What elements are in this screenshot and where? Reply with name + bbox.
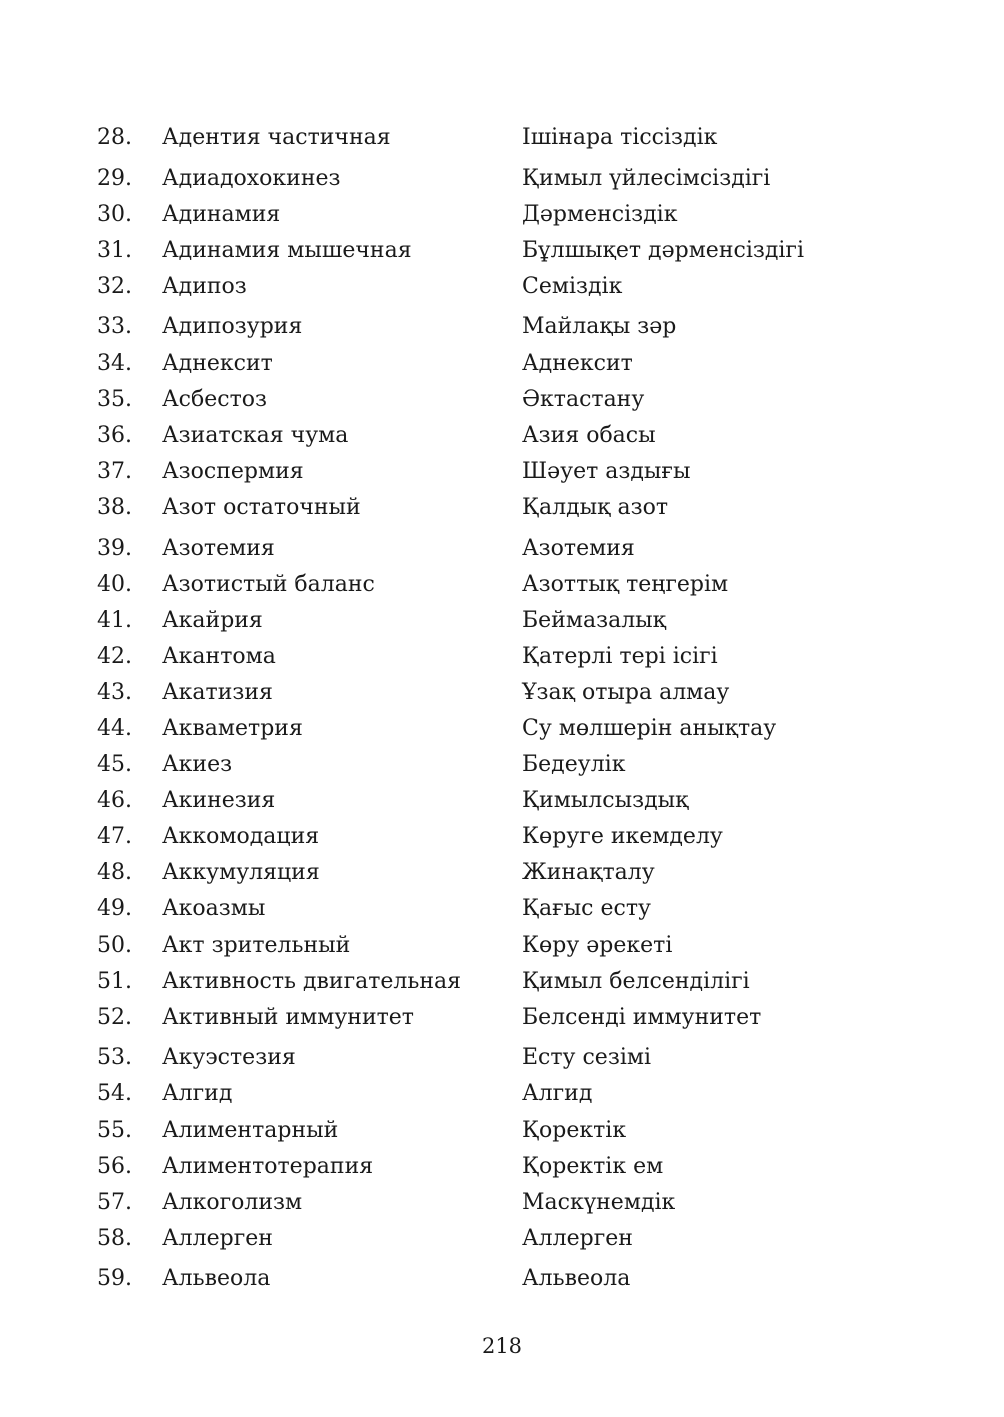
term-entry <box>0 1113 1004 1149</box>
term-entry <box>0 490 1004 526</box>
term-entry <box>0 531 1004 567</box>
term-entry <box>0 711 1004 747</box>
kazakh-term: Азоттық теңгерім <box>522 571 729 597</box>
russian-term: Аднексит <box>162 350 273 376</box>
term-entry <box>0 269 1004 305</box>
entry-number: 46. <box>97 788 132 814</box>
entry-number: 29. <box>97 165 132 191</box>
term-entry <box>0 964 1004 1000</box>
russian-term: Алиментарный <box>162 1117 339 1143</box>
term-entry <box>0 1221 1004 1257</box>
kazakh-term: Әктастану <box>522 386 645 412</box>
term-entry <box>0 567 1004 603</box>
kazakh-term: Есту сезімі <box>522 1045 652 1071</box>
entry-number: 38. <box>97 494 132 520</box>
entry-number: 40. <box>97 571 132 597</box>
term-entry <box>0 1185 1004 1221</box>
kazakh-term: Қағыс есту <box>522 896 651 922</box>
russian-term: Аккумуляция <box>162 860 320 886</box>
term-entry <box>0 1076 1004 1112</box>
term-entry <box>0 891 1004 927</box>
kazakh-term: Қоректік ем <box>522 1153 664 1179</box>
russian-term: Аллерген <box>162 1225 273 1251</box>
russian-term: Адиадохокинез <box>162 165 341 191</box>
entry-number: 50. <box>97 932 132 958</box>
kazakh-term: Көруге икемделу <box>522 824 723 850</box>
russian-term: Аккомодация <box>162 824 320 850</box>
russian-term: Акинезия <box>162 788 276 814</box>
russian-term: Адипозурия <box>162 314 303 340</box>
entry-number: 32. <box>97 273 132 299</box>
russian-term: Азотистый баланс <box>162 571 375 597</box>
entry-number: 53. <box>97 1045 132 1071</box>
kazakh-term: Шәует аздығы <box>522 458 691 484</box>
russian-term: Активность двигательная <box>162 968 462 994</box>
term-entry <box>0 1000 1004 1036</box>
entry-number: 37. <box>97 458 132 484</box>
russian-term: Алгид <box>162 1081 233 1107</box>
entry-number: 47. <box>97 824 132 850</box>
entry-number: 51. <box>97 968 132 994</box>
kazakh-term: Су мөлшерін анықтау <box>522 716 777 741</box>
entry-number: 42. <box>97 643 132 669</box>
term-entry <box>0 783 1004 819</box>
russian-term: Азот остаточный <box>162 494 361 520</box>
term-entry <box>0 161 1004 197</box>
russian-term: Акантома <box>162 643 276 669</box>
entry-number: 48. <box>97 860 132 886</box>
entry-number: 59. <box>97 1266 132 1292</box>
russian-term: Алкоголизм <box>162 1189 303 1215</box>
russian-term: Асбестоз <box>162 386 267 412</box>
term-entry <box>0 819 1004 855</box>
term-entry <box>0 309 1004 345</box>
kazakh-term: Белсенді иммунитет <box>522 1004 762 1030</box>
term-entry <box>0 928 1004 964</box>
kazakh-term: Қоректік <box>522 1117 627 1143</box>
kazakh-term: Беймазалық <box>522 607 667 633</box>
kazakh-term: Бұлшықет дәрменсіздігі <box>522 237 804 263</box>
russian-term: Акиез <box>162 752 233 778</box>
kazakh-term: Аднексит <box>522 350 633 376</box>
kazakh-term: Альвеола <box>522 1266 631 1292</box>
entry-number: 31. <box>97 237 132 263</box>
kazakh-term: Көру әрекеті <box>522 932 673 958</box>
kazakh-term: Ішінара тіссіздік <box>522 125 718 150</box>
entry-number: 36. <box>97 422 132 448</box>
term-entry <box>0 382 1004 418</box>
entry-number: 56. <box>97 1153 132 1179</box>
kazakh-term: Қатерлі тері ісігі <box>522 643 718 669</box>
russian-term: Адинамия мышечная <box>162 237 412 263</box>
kazakh-term: Қалдық азот <box>522 494 669 520</box>
russian-term: Акатизия <box>162 679 273 705</box>
term-entry <box>0 1261 1004 1297</box>
russian-term: Азиатская чума <box>162 422 349 448</box>
entry-number: 33. <box>97 314 132 340</box>
russian-term: Активный иммунитет <box>162 1004 414 1030</box>
entry-number: 30. <box>97 201 132 227</box>
entry-number: 41. <box>97 607 132 633</box>
term-entry <box>0 639 1004 675</box>
kazakh-term: Дәрменсіздік <box>522 201 678 227</box>
kazakh-term: Маскүнемдік <box>522 1189 676 1215</box>
kazakh-term: Қимыл белсенділігі <box>522 968 750 994</box>
russian-term: Адипоз <box>162 273 247 299</box>
term-list <box>0 120 1004 1298</box>
kazakh-term: Азия обасы <box>522 422 656 448</box>
entry-number: 43. <box>97 679 132 705</box>
kazakh-term: Аллерген <box>522 1225 633 1251</box>
kazakh-term: Қимыл үйлесімсіздігі <box>522 165 771 191</box>
entry-number: 49. <box>97 896 132 922</box>
entry-number: 35. <box>97 386 132 412</box>
kazakh-term: Семіздік <box>522 273 623 299</box>
russian-term: Алиментотерапия <box>162 1153 374 1179</box>
page-number: 218 <box>481 1334 523 1358</box>
entry-number: 54. <box>97 1081 132 1107</box>
kazakh-term: Алгид <box>522 1081 593 1107</box>
entry-number: 34. <box>97 350 132 376</box>
russian-term: Акуэстезия <box>162 1045 296 1071</box>
term-entry <box>0 747 1004 783</box>
term-entry <box>0 233 1004 269</box>
term-entry <box>0 120 1004 156</box>
kazakh-term: Бедеулік <box>522 752 626 778</box>
russian-term: Альвеола <box>162 1266 271 1292</box>
term-entry <box>0 603 1004 639</box>
term-entry <box>0 454 1004 490</box>
russian-term: Адентия частичная <box>162 125 391 150</box>
russian-term: Акт зрительный <box>162 932 351 958</box>
kazakh-term: Қимылсыздық <box>522 788 689 814</box>
kazakh-term: Жинақталу <box>522 860 655 886</box>
term-entry <box>0 675 1004 711</box>
russian-term: Акайрия <box>162 607 263 633</box>
entry-number: 52. <box>97 1004 132 1030</box>
entry-number: 57. <box>97 1189 132 1215</box>
entry-number: 45. <box>97 752 132 778</box>
entry-number: 39. <box>97 535 132 561</box>
term-entry <box>0 418 1004 454</box>
term-entry <box>0 855 1004 891</box>
entry-number: 58. <box>97 1225 132 1251</box>
kazakh-term: Ұзақ отыра алмау <box>522 679 730 705</box>
russian-term: Азотемия <box>162 535 275 561</box>
entry-number: 44. <box>97 716 132 741</box>
russian-term: Адинамия <box>162 201 281 227</box>
kazakh-term: Майлақы зәр <box>522 314 677 340</box>
russian-term: Азоспермия <box>162 458 304 484</box>
term-entry <box>0 197 1004 233</box>
term-entry <box>0 346 1004 382</box>
kazakh-term: Азотемия <box>522 535 635 561</box>
entry-number: 28. <box>97 125 132 150</box>
entry-number: 55. <box>97 1117 132 1143</box>
term-entry <box>0 1040 1004 1076</box>
term-entry <box>0 1149 1004 1185</box>
russian-term: Акваметрия <box>162 716 303 741</box>
russian-term: Акоазмы <box>162 896 266 922</box>
